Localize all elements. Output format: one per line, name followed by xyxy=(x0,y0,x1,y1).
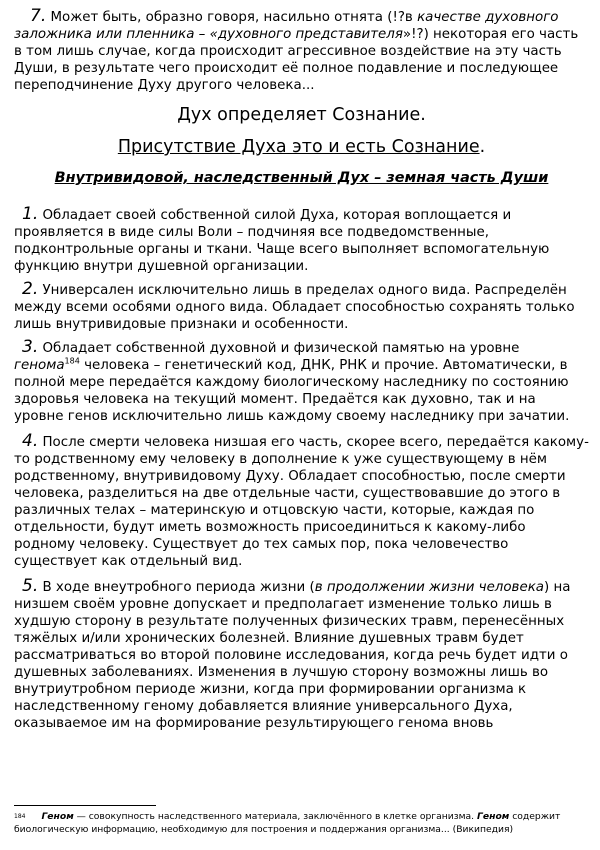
paragraph-7 xyxy=(14,8,589,94)
italic-phrase: качестве духовного заложника или пленника – «духовного представителя xyxy=(14,10,559,42)
paragraph-text: Универсален исключительно лишь в пределах одного вида. Распределён между всеми особями одного вида. Обладает способностью сохранять только лишь внутривидовые признаки и особенности. xyxy=(14,283,575,332)
paragraph-text: Обладает своей собственной силой Духа, которая воплощается и проявляется в виде силы Воли – подчиняя все подведомственные, подконтрольные органы и ткани. Чаще всего выполняет вспомогательную функцию внутри душевной организации. xyxy=(14,208,550,274)
footnote-text: содержит биологическую информацию, необходимую для построения и поддержания организма... (Википедия) xyxy=(14,811,561,835)
paragraph-text: человека – генетический код, ДНК, РНК и прочие. Автоматически, в полной мере передаётся каждому биологическому наследнику по состоянию здоровья человека на текущий момент. Предаётся как духовно, так и на уровне генов исключительно лишь каждому своему наследнику при зачатии. xyxy=(14,358,570,424)
paragraph-2 xyxy=(14,281,589,333)
footnote-term: Геном xyxy=(477,811,510,822)
document-page xyxy=(14,8,589,732)
footnote xyxy=(14,810,586,836)
paragraph-3 xyxy=(14,339,589,425)
paragraph-number: 1. xyxy=(22,204,39,224)
heading-presence-of-spirit xyxy=(14,136,589,158)
paragraph-number: 3. xyxy=(22,337,39,357)
section-subheading: Внутривидовой, наследственный Дух – земная часть Души xyxy=(54,170,549,186)
paragraph-number: 2. xyxy=(22,279,39,299)
paragraph-text: В ходе внеутробного периода жизни ( xyxy=(38,580,315,595)
paragraph-number: 5. xyxy=(22,576,39,596)
footnote-divider xyxy=(14,805,156,806)
heading-spirit-defines-consciousness: Дух определяет Сознание. xyxy=(177,105,426,125)
paragraph-text: Может быть, образно говоря, насильно отнята (!?в xyxy=(46,10,418,25)
paragraph-number: 7. xyxy=(30,6,47,26)
footnote-text: — совокупность наследственного материала, заключённого в клетке организма. xyxy=(73,811,478,822)
footnote-term: Геном xyxy=(41,811,74,822)
paragraph-text: После смерти человека низшая его часть, скорее всего, передаётся какому-то родственному ему человеку в дополнение к уже существующему в нём родственному, внутривидовому Духу. Обладает способностью, после смерти человека, разделиться на две отдельные части, существовавшие до этого в различных телах – материнскую и отцовскую части, которые, каждая по отдельности, будут иметь возможность присоединиться к какому-либо родному человеку. Существует до тех самых пор, пока человечество существует как отдельный вид. xyxy=(14,435,589,569)
paragraph-4 xyxy=(14,433,589,570)
paragraph-text: ) на низшем своём уровне допускает и предполагает изменение только лишь в худшую сторону в результате полученных физических травм, перенесённых тяжёлых и/или хронических болезней. Влияние душевных травм будет рассматриваться во второй половине исследования, когда речь будет идти о душевных заболеваниях. Изменения в лучшую сторону возможны лишь во внутриутробном периоде жизни, когда при формировании организма к наследственному геному добавляется влияние универсального Духа, оказываемое им на формирование результирующего генома вновь xyxy=(14,580,571,731)
footnote-reference: 184 xyxy=(64,356,80,366)
italic-term-genome: генома xyxy=(14,358,65,373)
italic-phrase: в продолжении жизни человека xyxy=(314,580,544,595)
paragraph-5 xyxy=(14,578,589,732)
paragraph-text: Обладает собственной духовной и физической памятью на уровне xyxy=(38,341,520,356)
paragraph-1 xyxy=(14,206,589,275)
heading-presence-dot: . xyxy=(479,137,486,157)
heading-presence-text: Присутствие Духа это и есть Сознание xyxy=(117,137,480,157)
paragraph-number: 4. xyxy=(22,431,39,451)
paragraph-text: »!?) некоторая его часть в том лишь случае, когда происходит агрессивное воздействие на эту часть Души, в результате чего происходит её полное подавление и последующее переподчинение Духу другого человека... xyxy=(14,27,579,93)
footnote-mark: 184 xyxy=(14,813,26,820)
